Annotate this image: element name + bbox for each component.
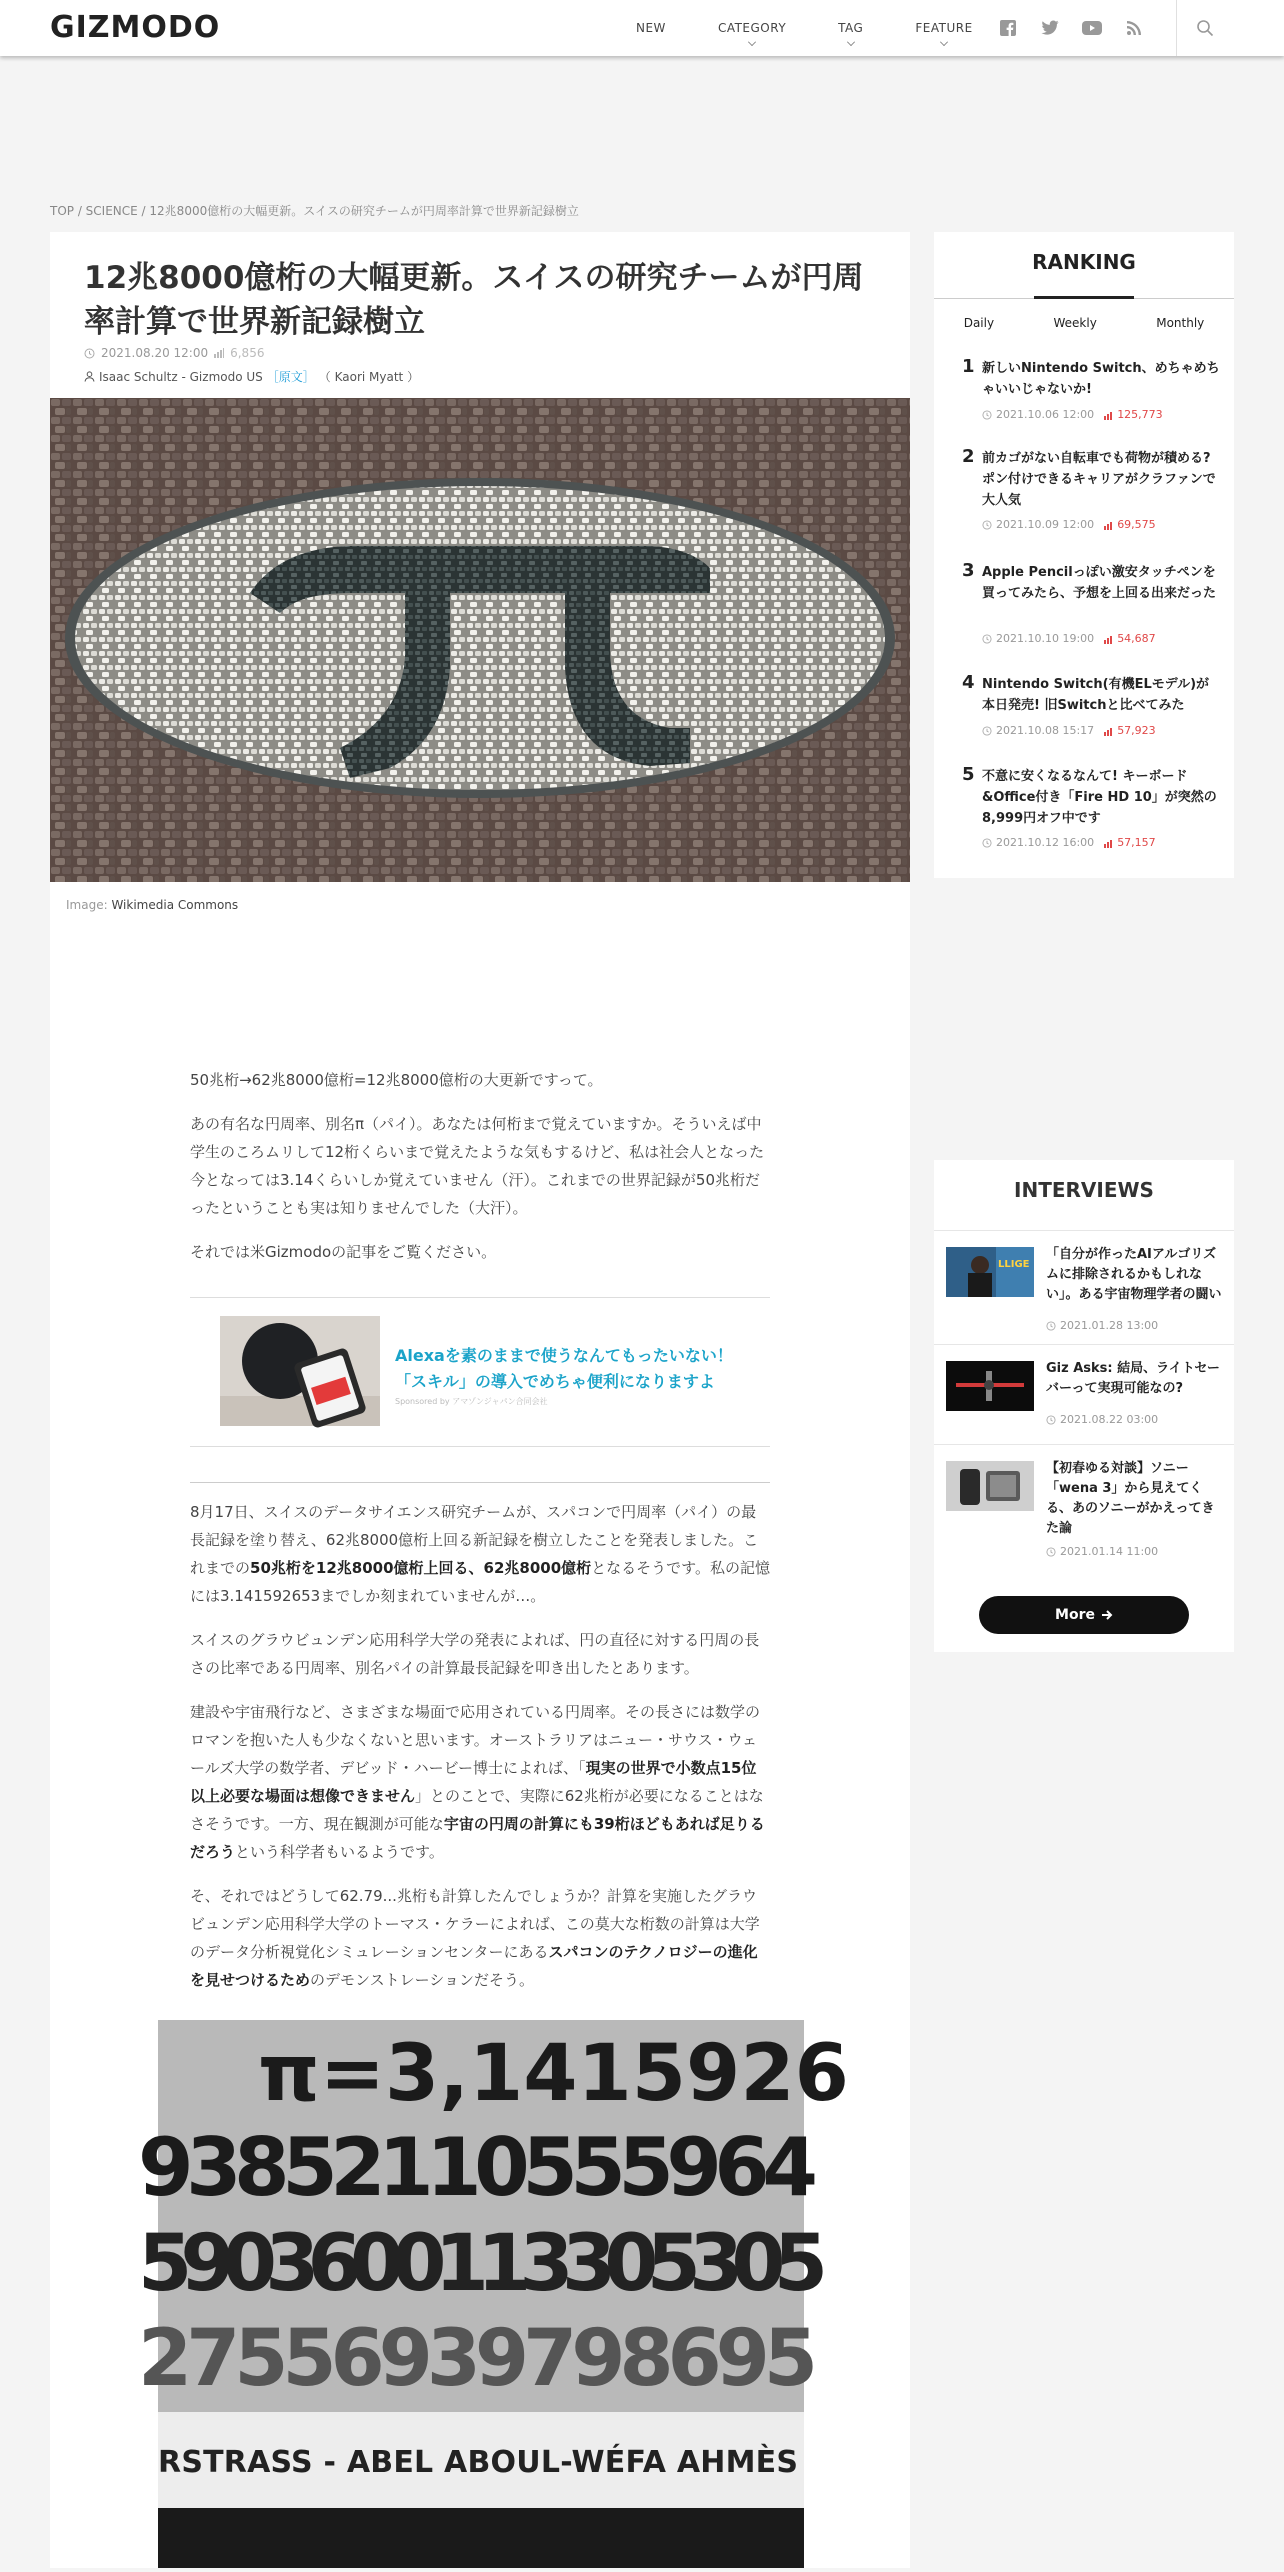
twitter-icon[interactable]	[1038, 16, 1062, 40]
article-byline	[84, 368, 419, 385]
interview-date	[1046, 1413, 1158, 1426]
interview-title[interactable]: 「自分が作ったAIアルゴリズムに排除されるかもしれない」。ある宇宙物理学者の闘い	[1046, 1247, 1222, 1302]
emphasis: 50兆桁を12兆8000億桁上回る、62兆8000億桁	[250, 1559, 592, 1577]
rank-title[interactable]: 前カゴがない自転車でも荷物が積める? ポン付けできるキャリアがクラファンで大人気	[982, 451, 1216, 508]
ranking-tabs	[934, 316, 1234, 330]
pi-line: 5903600113305305	[138, 2219, 828, 2309]
text-run: となるそうです。私の記憶には3.141592653までしか刻まれていませんが…。	[190, 1559, 770, 1605]
more-interviews-button[interactable]	[979, 1596, 1189, 1634]
article-paragraph: あの有名な円周率、別名π（パイ）。あなたは何桁まで覚えていますか。そういえば中学生のころムリして12桁くらいまで覚えたような気もするけど、私は社会人となった今となっては3.14くらいしか覚えていません（汗）。これまでの世界記録が50兆桁だったということも実は知りませんでした（大汗）。	[190, 1115, 765, 1217]
ranking-title: RANKING	[1032, 250, 1136, 274]
text-run: 建設や宇宙飛行など、さまざまな場面で応用されている円周率。その長さには数学のロマンを抱いた人も少なくないと思います。オーストラリアはニュー・サウス・ウェールズ大学の数学者、デビッド・ハービー博士によれば、「	[190, 1703, 761, 1777]
article-author[interactable]: Isaac Schultz - Gizmodo US	[99, 369, 263, 384]
emphasis: 現実の世界で小数点15位以上必要な場面は想像できません	[190, 1759, 757, 1805]
text-run: のデモンストレーションだそう。	[310, 1971, 534, 1989]
rank-title[interactable]: Nintendo Switch(有機ELモデル)が本日発売! 旧Switchと比べてみた	[982, 677, 1210, 713]
rank-number: 2	[962, 446, 975, 467]
interview-date	[1046, 1319, 1158, 1332]
ranking-widget	[934, 232, 1234, 878]
nav-category-label: CATEGORY	[717, 21, 787, 35]
interview-item[interactable]	[934, 1230, 1234, 1344]
more-button-label: More	[1055, 1607, 1095, 1623]
article-paragraph	[190, 1882, 770, 1994]
text-run: という科学者もいるようです。	[235, 1843, 444, 1861]
breadcrumb[interactable]: TOP / SCIENCE / 12兆8000億桁の大幅更新。スイスの研究チームが円周率計算で世界新記録樹立	[50, 204, 579, 218]
interviews-title: INTERVIEWS	[1014, 1178, 1154, 1202]
main-nav	[610, 0, 999, 56]
article-paragraph	[190, 1698, 770, 1866]
rank-views-count: 57,157	[1117, 836, 1156, 849]
search-button[interactable]	[1176, 0, 1232, 56]
nav-tag[interactable]	[812, 0, 889, 56]
pi-line: 27556939798695	[138, 2314, 818, 2404]
interview-item[interactable]	[934, 1444, 1234, 1576]
article-date: 2021.08.20 12:00	[101, 346, 209, 360]
rank-views	[1104, 632, 1156, 645]
hero-image	[50, 398, 910, 882]
pi-digits-image	[138, 2020, 849, 2568]
clock-icon	[982, 634, 992, 644]
text-run: 」とのことで、実際に62兆桁が必要になることはなさそうです。一方、現在観測が可能な	[190, 1787, 764, 1833]
ad-headline-line: 「スキル」の導入でめちゃ便利になりますよ	[395, 1372, 715, 1391]
ad-headline-line: Alexaを素のままで使うなんてもったいない！	[395, 1346, 733, 1365]
interview-thumbnail[interactable]	[946, 1247, 1034, 1297]
sponsored-ad[interactable]	[190, 1297, 770, 1447]
rank-views-count: 57,923	[1117, 724, 1156, 737]
rank-number: 4	[962, 672, 975, 693]
emphasis: 宇宙の円周の計算にも39桁ほどもあれば足りるだろう	[190, 1815, 765, 1861]
interview-item[interactable]	[934, 1344, 1234, 1444]
clock-icon	[1046, 1547, 1056, 1557]
emphasis: スパコンのテクノロジーの進化を見せつけるため	[190, 1943, 758, 1989]
clock-icon	[982, 838, 992, 848]
article-paragraph	[190, 1498, 770, 1610]
rank-meta	[982, 836, 1156, 849]
site-header	[0, 0, 1284, 56]
nav-feature[interactable]	[889, 0, 998, 56]
site-logo[interactable]: GIZMODO	[50, 10, 221, 45]
arrow-right-icon	[1101, 1609, 1113, 1621]
rank-meta	[982, 724, 1156, 737]
chevron-down-icon	[748, 38, 756, 46]
rank-meta	[982, 632, 1156, 645]
search-icon	[1196, 19, 1214, 37]
rank-title[interactable]: 不意に安くなるなんて! キーボード&Office付き「Fire HD 10」が突然の8,999円オフ中です	[982, 769, 1217, 826]
nav-feature-label: FEATURE	[915, 21, 973, 35]
interview-date-text: 2021.01.28 13:00	[1060, 1319, 1159, 1332]
image-credit	[66, 898, 238, 912]
article	[50, 232, 910, 2568]
tab-monthly[interactable]: Monthly	[1156, 316, 1205, 330]
bar-chart-icon	[1104, 838, 1114, 848]
article-paragraph: 50兆桁→62兆8000億桁=12兆8000億桁の大更新ですって。	[190, 1071, 603, 1089]
article-translator: （ Kaori Myatt ）	[318, 370, 420, 384]
rank-title[interactable]: Apple Pencilっぽい激安タッチペンを買ってみたら、予想を上回る出来だった	[982, 565, 1217, 601]
nav-tag-label: TAG	[838, 21, 864, 35]
text-run: そ、それではどうして62.79...兆桁も計算したんでしょうか？計算を実施したグラウビュンデン応用科学大学のトーマス・ケラーによれば、この莫大な桁数の計算は大学のデータ分析視覚化シミュレーションセンターにある	[190, 1887, 760, 1961]
interview-title[interactable]: 【初春ゆる対談】ソニー「wena 3」から見えてくる、あのソニーがかえってきた論	[1046, 1461, 1215, 1536]
nav-new[interactable]	[610, 0, 692, 56]
ad-image	[220, 1316, 380, 1426]
article-meta	[84, 346, 264, 360]
image-credit-source[interactable]: Wikimedia Commons	[111, 898, 239, 912]
rank-date: 2021.10.12 16:00	[996, 836, 1095, 849]
rank-meta	[982, 408, 1163, 421]
rank-number: 1	[962, 356, 975, 377]
interview-title[interactable]: Giz Asks: 結局、ライトセーバーって実現可能なの?	[1046, 1361, 1220, 1396]
interview-date-text: 2021.01.14 11:00	[1060, 1545, 1159, 1558]
interview-thumbnail[interactable]	[946, 1461, 1034, 1511]
svg-text:LLIGE: LLIGE	[998, 1259, 1030, 1270]
clock-icon	[84, 348, 95, 359]
rss-icon[interactable]	[1122, 16, 1146, 40]
rank-views-count: 54,687	[1117, 632, 1156, 645]
chevron-down-icon	[847, 38, 855, 46]
bar-chart-icon	[1104, 634, 1114, 644]
rank-meta	[982, 518, 1156, 531]
rank-views	[1104, 408, 1163, 421]
bar-chart-icon	[1104, 726, 1114, 736]
rank-number: 5	[962, 764, 975, 785]
pi-line: 93852110555964	[138, 2121, 818, 2214]
pi-line: π=3,1415926	[258, 2029, 849, 2119]
bar-chart-icon	[1104, 410, 1114, 420]
chevron-down-icon	[940, 38, 948, 46]
image-credit-label: Image:	[66, 898, 108, 912]
article-title: 12兆8000億桁の大幅更新。スイスの研究チームが円周率計算で世界新記録樹立	[84, 260, 864, 340]
nav-new-label: NEW	[636, 21, 666, 35]
bar-chart-icon	[214, 348, 224, 358]
clock-icon	[1046, 1415, 1056, 1425]
interviews-widget	[934, 1160, 1234, 1652]
clock-icon	[982, 520, 992, 530]
clock-icon	[982, 726, 992, 736]
ad-headline[interactable]	[395, 1343, 733, 1395]
tab-weekly[interactable]: Weekly	[1053, 316, 1097, 330]
social-links	[996, 16, 1146, 40]
interview-date	[1046, 1545, 1158, 1558]
rank-number: 3	[962, 560, 975, 581]
rank-views-count: 125,773	[1117, 408, 1163, 421]
rank-title[interactable]: 新しいNintendo Switch、めちゃめちゃいいじゃないか!	[982, 361, 1220, 397]
original-article-link[interactable]: ［原文］	[266, 370, 315, 384]
article-views: 6,856	[230, 346, 265, 360]
youtube-icon[interactable]	[1080, 16, 1104, 40]
rank-views	[1104, 518, 1156, 531]
rank-date: 2021.10.08 15:17	[996, 724, 1095, 737]
clock-icon	[1046, 1321, 1056, 1331]
tab-daily[interactable]: Daily	[963, 316, 995, 330]
divider	[190, 1482, 770, 1483]
clock-icon	[982, 410, 992, 420]
rank-views-count: 69,575	[1117, 518, 1156, 531]
ranking-title-underline	[1034, 296, 1134, 299]
interview-thumbnail[interactable]	[946, 1361, 1034, 1411]
article-paragraph: スイスのグラウビュンデン応用科学大学の発表によれば、円の直径に対する円周の長さの比率である円周率、別名パイの計算最長記録を叩き出したとあります。	[190, 1631, 760, 1677]
nav-category[interactable]	[692, 0, 812, 56]
interview-date-text: 2021.08.22 03:00	[1060, 1413, 1159, 1426]
ad-sponsor: Sponsored by アマゾンジャパン合同会社	[395, 1397, 548, 1406]
rank-date: 2021.10.09 12:00	[996, 518, 1095, 531]
rank-date: 2021.10.10 19:00	[996, 632, 1095, 645]
pi-banner: RSTRASS - ABEL ABOUL-WÉFA AHMÈS	[158, 2445, 798, 2480]
user-icon	[84, 371, 95, 382]
rank-views	[1104, 836, 1156, 849]
rank-date: 2021.10.06 12:00	[996, 408, 1095, 421]
facebook-icon[interactable]	[996, 16, 1020, 40]
article-paragraph: それでは米Gizmodoの記事をご覧ください。	[190, 1243, 497, 1261]
bar-chart-icon	[1104, 520, 1114, 530]
rank-views	[1104, 724, 1156, 737]
text-run: 8月17日、スイスのデータサイエンス研究チームが、スパコンで円周率（パイ）の最長記録を塗り替え、62兆8000億桁上回る新記録を樹立したことを発表しました。これまでの	[190, 1503, 759, 1577]
